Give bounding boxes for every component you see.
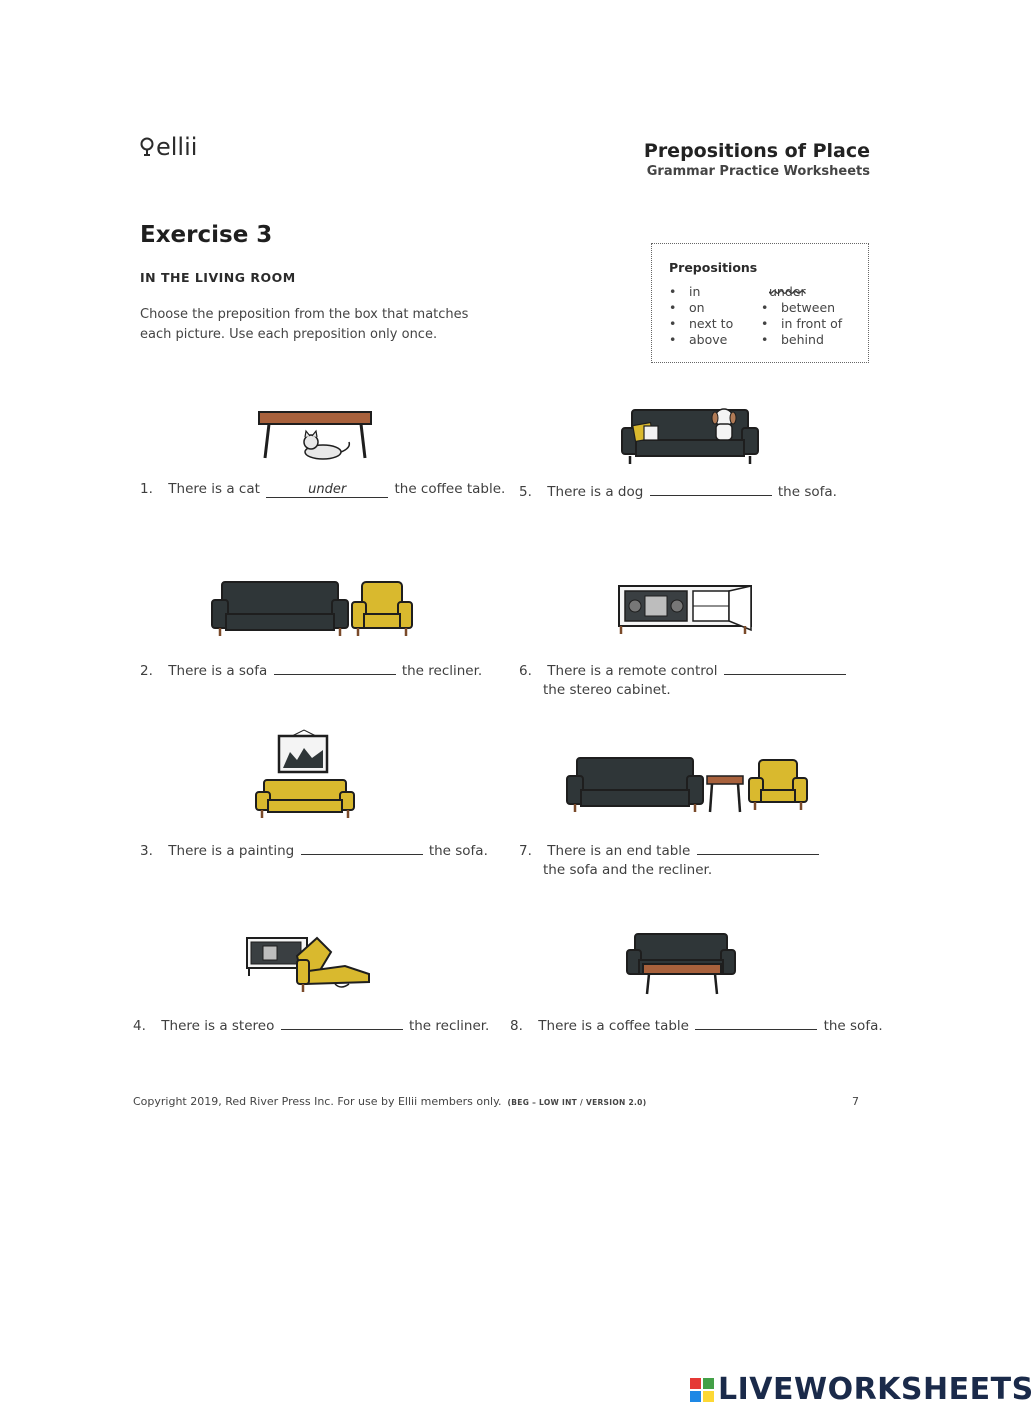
- word-list-right: [761, 284, 842, 348]
- answer-blank-5[interactable]: [650, 480, 772, 496]
- lightbulb-icon: [140, 136, 154, 158]
- word-list-left: [669, 284, 733, 348]
- worksheet-subtitle: Grammar Practice Worksheets: [646, 164, 870, 179]
- question-3: 3. There is a painting the sofa.: [140, 839, 488, 861]
- sofa-endtable-recliner-illustration: [565, 756, 815, 816]
- word-item-used: under: [769, 284, 806, 299]
- liveworksheets-watermark: LIVEWORKSHEETS: [690, 1372, 1034, 1407]
- coffee-table-cat-illustration: [255, 408, 375, 463]
- sofa-coffee-table-illustration: [625, 932, 737, 998]
- word-item: • next to: [669, 316, 733, 332]
- answer-blank-1[interactable]: under: [266, 482, 388, 498]
- word-item: • behind: [761, 332, 842, 348]
- liveworksheets-logo-icon: [690, 1378, 714, 1402]
- question-2: 2. There is a sofa the recliner.: [140, 659, 482, 681]
- copyright-footer: Copyright 2019, Red River Press Inc. For use by Ellii members only. (BEG – LOW INT / VERSION 2.0): [133, 1095, 647, 1108]
- question-6: 6. There is a remote control the stereo cabinet.: [519, 659, 848, 700]
- word-item: • between: [761, 300, 842, 316]
- word-item: • in front of: [761, 316, 842, 332]
- exercise-subtitle: IN THE LIVING ROOM: [140, 270, 296, 285]
- word-item: • on: [669, 300, 733, 316]
- sofa-dog-illustration: [620, 404, 760, 468]
- answer-blank-7[interactable]: [697, 839, 819, 855]
- worksheet-title: Prepositions of Place: [643, 140, 870, 162]
- word-item: • in: [669, 284, 733, 300]
- answer-blank-8[interactable]: [695, 1014, 817, 1030]
- instructions: Choose the preposition from the box that matches each picture. Use each preposition only once.: [140, 307, 469, 342]
- answer-blank-4[interactable]: [281, 1014, 403, 1030]
- word-item: • above: [669, 332, 733, 348]
- exercise-title: Exercise 3: [140, 222, 273, 248]
- stereo-cabinet-illustration: [615, 582, 760, 637]
- question-4: 4. There is a stereo the recliner.: [133, 1014, 489, 1036]
- page-number: 7: [852, 1095, 859, 1108]
- sofa-recliner-illustration: [210, 580, 420, 640]
- answer-blank-3[interactable]: [301, 839, 423, 855]
- ellii-logo: [140, 133, 197, 161]
- stereo-recliner-illustration: [245, 934, 375, 994]
- question-8: 8. There is a coffee table the sofa.: [510, 1014, 883, 1036]
- question-1: 1. There is a cat under the coffee table.: [140, 481, 506, 497]
- answer-blank-6[interactable]: [724, 659, 846, 675]
- answer-blank-2[interactable]: [274, 659, 396, 675]
- painting-sofa-illustration: [252, 730, 357, 820]
- word-box-title: Prepositions: [669, 260, 758, 275]
- question-5: 5. There is a dog the sofa.: [519, 480, 837, 502]
- question-7: 7. There is an end table the sofa and the recliner.: [519, 839, 821, 880]
- logo-text: ellii: [156, 133, 198, 161]
